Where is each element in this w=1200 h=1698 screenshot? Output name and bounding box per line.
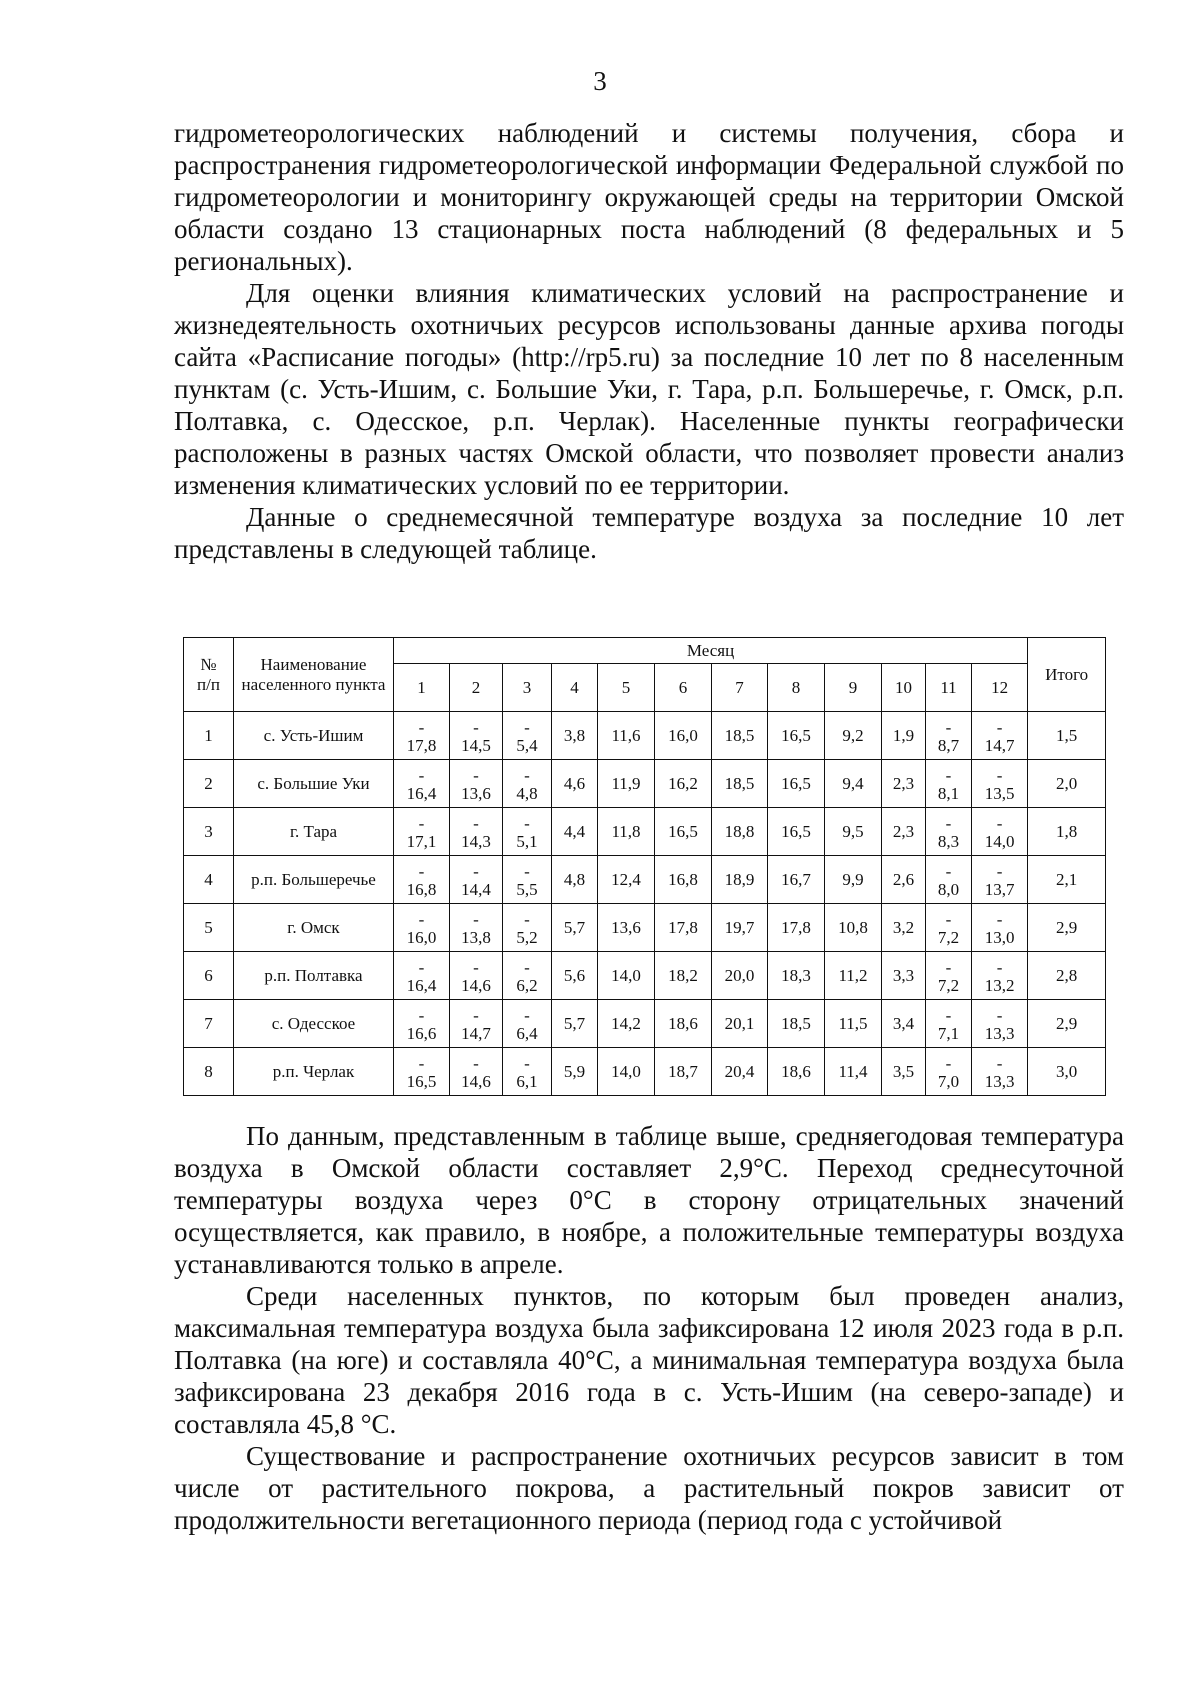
value-magnitude: 14,3: [461, 831, 491, 851]
negative-value: [394, 954, 449, 998]
column-header-number-line2: п/п: [197, 674, 220, 694]
value-magnitude: 13,3: [984, 1071, 1015, 1091]
temperature-cell: 16,8: [655, 856, 712, 904]
temperature-cell: [394, 904, 450, 952]
temperature-cell: 9,9: [825, 856, 882, 904]
temperature-cell: 18,8: [712, 808, 768, 856]
table-body: [184, 712, 1106, 1096]
locality-name-cell: р.п. Большеречье: [234, 856, 394, 904]
minus-sign: -: [945, 861, 952, 881]
temperature-cell: 4,4: [552, 808, 598, 856]
temperature-cell: 5,9: [552, 1048, 598, 1096]
temperature-cell: [450, 808, 503, 856]
temperature-cell: 3,2: [882, 904, 926, 952]
temperature-cell: 18,9: [712, 856, 768, 904]
temperature-cell: [503, 904, 552, 952]
temperature-cell: [503, 856, 552, 904]
value-magnitude: 6,2: [516, 975, 538, 995]
temperature-cell: [394, 808, 450, 856]
negative-value: [394, 1050, 449, 1094]
minus-sign: -: [418, 957, 425, 977]
total-cell: 2,8: [1028, 952, 1106, 1000]
value-magnitude: 6,4: [516, 1023, 538, 1043]
value-magnitude: 16,8: [406, 879, 437, 899]
temperature-cell: [394, 1000, 450, 1048]
temperature-cell: 2,3: [882, 808, 926, 856]
negative-value: [450, 954, 502, 998]
paragraph: гидрометеорологических наблюдений и системы получения, сбора и распространения гидрометеорологической информации Федеральной службой по гидрометеорологии и мониторингу окружающей среды на территории Омской области создано 13 стационарных поста наблюдений (8 федеральных и 5 региональных).: [174, 118, 1124, 276]
temperature-cell: 3,8: [552, 712, 598, 760]
month-header-cell: 2: [450, 664, 503, 712]
minus-sign: -: [524, 957, 530, 977]
value-magnitude: 5,4: [516, 735, 538, 755]
minus-sign: -: [524, 765, 530, 785]
minus-sign: -: [524, 909, 530, 929]
minus-sign: -: [473, 765, 479, 785]
temperature-cell: 11,8: [598, 808, 655, 856]
negative-value: [972, 1002, 1027, 1046]
month-header-cell: 10: [882, 664, 926, 712]
temperature-cell: 9,2: [825, 712, 882, 760]
temperature-cell: 20,0: [712, 952, 768, 1000]
temperature-cell: 4,6: [552, 760, 598, 808]
negative-value: [926, 954, 971, 998]
minus-sign: -: [418, 861, 425, 881]
value-magnitude: 13,2: [984, 975, 1015, 995]
value-magnitude: 14,7: [461, 1023, 491, 1043]
negative-value: [394, 810, 449, 854]
locality-name-cell: р.п. Полтавка: [234, 952, 394, 1000]
negative-value: [394, 1002, 449, 1046]
temperature-cell: 18,5: [712, 760, 768, 808]
negative-value: [450, 858, 502, 902]
table-row: [184, 712, 1106, 760]
temperature-cell: [450, 1000, 503, 1048]
value-magnitude: 5,1: [516, 831, 538, 851]
minus-sign: -: [418, 813, 425, 833]
negative-value: [450, 714, 502, 758]
temperature-cell: 16,2: [655, 760, 712, 808]
temperature-cell: 14,0: [598, 952, 655, 1000]
temperature-cell: 18,5: [712, 712, 768, 760]
temperature-cell: [503, 1000, 552, 1048]
minus-sign: -: [418, 1053, 425, 1073]
column-header-number: [184, 638, 234, 712]
value-magnitude: 4,8: [516, 783, 538, 803]
minus-sign: -: [473, 813, 479, 833]
temperature-cell: 11,4: [825, 1048, 882, 1096]
temperature-cell: [926, 952, 972, 1000]
temperature-cell: 16,5: [768, 760, 825, 808]
value-magnitude: 14,7: [984, 735, 1015, 755]
minus-sign: -: [473, 861, 479, 881]
value-magnitude: 13,3: [984, 1023, 1015, 1043]
temperature-cell: 16,5: [655, 808, 712, 856]
minus-sign: -: [473, 909, 479, 929]
temperature-cell: [972, 760, 1028, 808]
negative-value: [450, 810, 502, 854]
paragraph: Для оценки влияния климатических условий на распространение и жизнедеятельность охотничьих ресурсов использованы данные архива погоды сайта «Расписание погоды» (http://rp5.ru) за последние 10 лет по 8 населенным пунктам (с. Усть-Ишим, с. Большие Уки, г. Тара, р.п. Большеречье, г. Омск, р.п. Полтавка, с. Одесское, р.п. Черлак). Населенные пункты географически расположены в разных частях Омской области, что позволяет провести анализ изменения климатических условий по ее территории.: [174, 278, 1124, 500]
negative-value: [972, 1050, 1027, 1094]
paragraph: Среди населенных пунктов, по которым был проведен анализ, максимальная температура воздуха была зафиксирована 12 июля 2023 года в р.п. Полтавка (на юге) и составляла 40°С, а минимальная температура воздуха была зафиксирована 23 декабря 2016 года в с. Усть-Ишим (на северо-западе) и составляла 45,8 °С.: [174, 1281, 1124, 1439]
minus-sign: -: [524, 1053, 530, 1073]
temperature-cell: 3,5: [882, 1048, 926, 1096]
locality-name-cell: р.п. Черлак: [234, 1048, 394, 1096]
temperature-cell: 18,6: [768, 1048, 825, 1096]
locality-name-cell: с. Одесское: [234, 1000, 394, 1048]
temperature-cell: 19,7: [712, 904, 768, 952]
temperature-cell: [503, 712, 552, 760]
temperature-cell: [394, 760, 450, 808]
column-header-total: Итого: [1028, 638, 1106, 712]
table-row: [184, 856, 1106, 904]
negative-value: [972, 954, 1027, 998]
negative-value: [926, 714, 971, 758]
row-number-cell: 1: [184, 712, 234, 760]
month-header-cell: 8: [768, 664, 825, 712]
temperature-cell: 1,9: [882, 712, 926, 760]
row-number-cell: 5: [184, 904, 234, 952]
negative-value: [503, 762, 551, 806]
temperature-cell: 16,7: [768, 856, 825, 904]
temperature-cell: 10,8: [825, 904, 882, 952]
temperature-cell: 16,5: [768, 808, 825, 856]
temperature-cell: [972, 904, 1028, 952]
temperature-cell: [972, 808, 1028, 856]
column-header-month: Месяц: [394, 638, 1028, 664]
month-header-cell: 6: [655, 664, 712, 712]
minus-sign: -: [524, 861, 530, 881]
value-magnitude: 13,0: [984, 927, 1015, 947]
row-number-cell: 7: [184, 1000, 234, 1048]
temperature-cell: 12,4: [598, 856, 655, 904]
negative-value: [926, 858, 971, 902]
negative-value: [926, 1050, 971, 1094]
temperature-cell: 18,6: [655, 1000, 712, 1048]
minus-sign: -: [418, 717, 425, 737]
temperature-cell: 5,6: [552, 952, 598, 1000]
temperature-cell: 20,1: [712, 1000, 768, 1048]
temperature-cell: 2,6: [882, 856, 926, 904]
temperature-cell: 14,0: [598, 1048, 655, 1096]
month-header-cell: 5: [598, 664, 655, 712]
minus-sign: -: [996, 957, 1003, 977]
month-header-cell: 12: [972, 664, 1028, 712]
total-cell: 2,1: [1028, 856, 1106, 904]
negative-value: [972, 858, 1027, 902]
table-row: [184, 904, 1106, 952]
value-magnitude: 8,1: [937, 783, 960, 803]
temperature-cell: [394, 1048, 450, 1096]
minus-sign: -: [945, 1053, 952, 1073]
minus-sign: -: [945, 765, 952, 785]
minus-sign: -: [996, 861, 1003, 881]
column-header-number-line1: №: [200, 654, 217, 674]
minus-sign: -: [418, 909, 425, 929]
table-row: [184, 1048, 1106, 1096]
negative-value: [394, 906, 449, 950]
locality-name-cell: с. Большие Уки: [234, 760, 394, 808]
negative-value: [450, 1002, 502, 1046]
temperature-cell: [450, 856, 503, 904]
month-header-cell: 11: [926, 664, 972, 712]
temperature-cell: 3,4: [882, 1000, 926, 1048]
negative-value: [503, 954, 551, 998]
page-number: 3: [593, 66, 607, 96]
value-magnitude: 14,0: [984, 831, 1015, 851]
temperature-cell: 18,2: [655, 952, 712, 1000]
value-magnitude: 13,5: [984, 783, 1015, 803]
minus-sign: -: [996, 1053, 1003, 1073]
temperature-cell: 14,2: [598, 1000, 655, 1048]
value-magnitude: 17,1: [406, 831, 437, 851]
temperature-cell: [450, 904, 503, 952]
total-cell: 3,0: [1028, 1048, 1106, 1096]
table-row: [184, 952, 1106, 1000]
minus-sign: -: [945, 813, 952, 833]
value-magnitude: 14,4: [461, 879, 491, 899]
total-cell: 1,5: [1028, 712, 1106, 760]
temperature-cell: [972, 712, 1028, 760]
temperature-cell: 13,6: [598, 904, 655, 952]
temperature-cell: [972, 952, 1028, 1000]
negative-value: [394, 858, 449, 902]
temperature-cell: 16,0: [655, 712, 712, 760]
total-cell: 1,8: [1028, 808, 1106, 856]
temperature-cell: 18,5: [768, 1000, 825, 1048]
minus-sign: -: [473, 1053, 479, 1073]
temperature-cell: [926, 856, 972, 904]
temperature-cell: 9,4: [825, 760, 882, 808]
temperature-cell: 16,5: [768, 712, 825, 760]
row-number-cell: 2: [184, 760, 234, 808]
temperature-cell: [503, 808, 552, 856]
value-magnitude: 14,5: [461, 735, 491, 755]
negative-value: [972, 810, 1027, 854]
value-magnitude: 5,2: [516, 927, 538, 947]
temperature-cell: 2,3: [882, 760, 926, 808]
temperature-cell: 5,7: [552, 904, 598, 952]
value-magnitude: 17,8: [406, 735, 437, 755]
value-magnitude: 13,8: [461, 927, 491, 947]
minus-sign: -: [418, 765, 425, 785]
temperature-cell: [972, 856, 1028, 904]
month-header-cell: 1: [394, 664, 450, 712]
temperature-cell: [450, 760, 503, 808]
temperature-cell: [503, 952, 552, 1000]
negative-value: [450, 906, 502, 950]
temperature-cell: [926, 808, 972, 856]
negative-value: [972, 762, 1027, 806]
temperature-cell: [503, 760, 552, 808]
table-row: [184, 808, 1106, 856]
temperature-cell: 4,8: [552, 856, 598, 904]
temperature-cell: [450, 712, 503, 760]
negative-value: [503, 1002, 551, 1046]
value-magnitude: 16,6: [406, 1023, 437, 1043]
month-header-cell: 9: [825, 664, 882, 712]
minus-sign: -: [996, 1005, 1003, 1025]
temperature-cell: [926, 1000, 972, 1048]
value-magnitude: 14,6: [461, 975, 491, 995]
temperature-cell: 11,9: [598, 760, 655, 808]
value-magnitude: 7,1: [937, 1023, 960, 1043]
negative-value: [503, 714, 551, 758]
month-header-cell: 7: [712, 664, 768, 712]
minus-sign: -: [524, 813, 530, 833]
locality-name-cell: с. Усть-Ишим: [234, 712, 394, 760]
temperature-cell: [450, 1048, 503, 1096]
negative-value: [450, 762, 502, 806]
value-magnitude: 7,2: [937, 975, 960, 995]
negative-value: [503, 1050, 551, 1094]
temperature-cell: 11,2: [825, 952, 882, 1000]
negative-value: [926, 906, 971, 950]
temperature-cell: 17,8: [768, 904, 825, 952]
value-magnitude: 13,6: [461, 783, 491, 803]
table-row: [184, 760, 1106, 808]
temperature-cell: 20,4: [712, 1048, 768, 1096]
value-magnitude: 14,6: [461, 1071, 491, 1091]
negative-value: [450, 1050, 502, 1094]
value-magnitude: 8,7: [937, 735, 960, 755]
locality-name-cell: г. Омск: [234, 904, 394, 952]
minus-sign: -: [996, 909, 1003, 929]
temperature-cell: [926, 904, 972, 952]
temperature-cell: 9,5: [825, 808, 882, 856]
value-magnitude: 5,5: [516, 879, 538, 899]
minus-sign: -: [996, 717, 1003, 737]
temperature-cell: 18,7: [655, 1048, 712, 1096]
value-magnitude: 16,4: [406, 783, 437, 803]
negative-value: [503, 858, 551, 902]
temperature-cell: 5,7: [552, 1000, 598, 1048]
value-magnitude: 13,7: [984, 879, 1015, 899]
minus-sign: -: [996, 765, 1003, 785]
month-header-cell: 3: [503, 664, 552, 712]
temperature-cell: [972, 1048, 1028, 1096]
temperature-cell: 17,8: [655, 904, 712, 952]
negative-value: [926, 810, 971, 854]
negative-value: [972, 906, 1027, 950]
minus-sign: -: [945, 909, 952, 929]
month-header-cell: 4: [552, 664, 598, 712]
minus-sign: -: [418, 1005, 425, 1025]
temperature-cell: [926, 760, 972, 808]
value-magnitude: 8,3: [937, 831, 960, 851]
value-magnitude: 7,2: [937, 927, 960, 947]
temperature-cell: [394, 856, 450, 904]
value-magnitude: 16,5: [406, 1071, 437, 1091]
temperature-cell: [503, 1048, 552, 1096]
paragraph: По данным, представленным в таблице выше, средняегодовая температура воздуха в Омской области составляет 2,9°С. Переход среднесуточной температуры воздуха через 0°С в сторону отрицательных значений осуществляется, как правило, в ноябре, а положительные температуры воздуха устанавливаются только в апреле.: [174, 1121, 1124, 1279]
value-magnitude: 7,0: [937, 1071, 960, 1091]
column-header-name: Наименование населенного пункта: [234, 638, 394, 712]
minus-sign: -: [945, 717, 952, 737]
value-magnitude: 16,0: [406, 927, 437, 947]
locality-name-cell: г. Тара: [234, 808, 394, 856]
value-magnitude: 16,4: [406, 975, 437, 995]
row-number-cell: 6: [184, 952, 234, 1000]
total-cell: 2,9: [1028, 904, 1106, 952]
temperature-cell: [926, 712, 972, 760]
text-block-bottom: [174, 1120, 1124, 1536]
temperature-cell: 18,3: [768, 952, 825, 1000]
row-number-cell: 8: [184, 1048, 234, 1096]
negative-value: [394, 714, 449, 758]
minus-sign: -: [996, 813, 1003, 833]
temperature-cell: [450, 952, 503, 1000]
negative-value: [926, 762, 971, 806]
negative-value: [926, 1002, 971, 1046]
minus-sign: -: [473, 717, 479, 737]
temperature-cell: 3,3: [882, 952, 926, 1000]
minus-sign: -: [524, 1005, 530, 1025]
negative-value: [503, 906, 551, 950]
minus-sign: -: [473, 957, 479, 977]
total-cell: 2,9: [1028, 1000, 1106, 1048]
temperature-cell: 11,6: [598, 712, 655, 760]
negative-value: [394, 762, 449, 806]
paragraph: Существование и распространение охотничьих ресурсов зависит в том числе от растительного покрова, а растительный покров зависит от продолжительности вегетационного периода (период года с устойчивой: [174, 1441, 1124, 1535]
minus-sign: -: [945, 1005, 952, 1025]
temperature-table: [183, 637, 1106, 1096]
temperature-cell: 11,5: [825, 1000, 882, 1048]
paragraph: Данные о среднемесячной температуре воздуха за последние 10 лет представлены в следующей таблице.: [174, 502, 1124, 564]
negative-value: [503, 810, 551, 854]
temperature-cell: [926, 1048, 972, 1096]
negative-value: [972, 714, 1027, 758]
minus-sign: -: [473, 1005, 479, 1025]
table-row: [184, 1000, 1106, 1048]
value-magnitude: 8,0: [937, 879, 960, 899]
row-number-cell: 4: [184, 856, 234, 904]
text-block-top: [174, 117, 1124, 565]
temperature-cell: [972, 1000, 1028, 1048]
temperature-cell: [394, 952, 450, 1000]
row-number-cell: 3: [184, 808, 234, 856]
value-magnitude: 6,1: [516, 1071, 538, 1091]
minus-sign: -: [945, 957, 952, 977]
temperature-cell: [394, 712, 450, 760]
minus-sign: -: [524, 717, 530, 737]
total-cell: 2,0: [1028, 760, 1106, 808]
